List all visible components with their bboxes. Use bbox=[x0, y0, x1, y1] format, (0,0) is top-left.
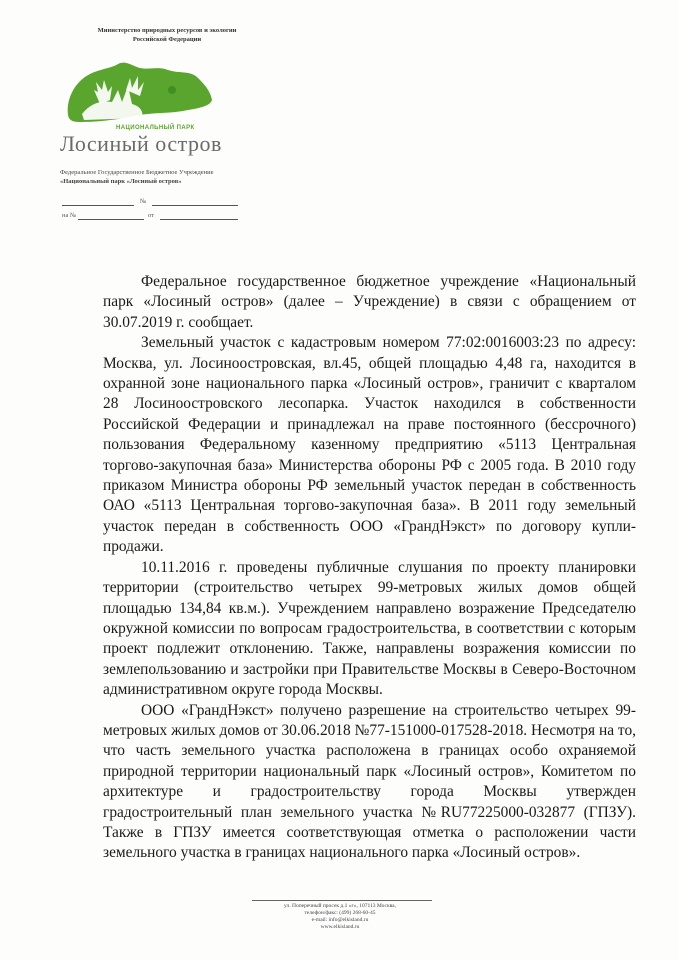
park-title: Лосиный остров bbox=[60, 131, 222, 156]
ministry-header bbox=[62, 26, 272, 44]
footer-contacts bbox=[240, 903, 440, 931]
footer-divider bbox=[252, 900, 432, 901]
footer-website: www.elkisland.ru bbox=[320, 924, 360, 930]
paragraph-2: Земельный участок с кадастровым номером 77:02:0016003:23 по адресу: Москва, ул. Лосиноостровская, вл.45, общей площадью 4,48 га, находится в охранной зоне национального парка «Лосиный остров», граничит с кварталом 28 Лосиноостровского лесопарка. Участок находился в собственности Российской Федерации и принадлежал на праве постоянного (бессрочного) пользования Федеральному казенному предприятию «5113 Центральная торгово-закупочная база» Министерства обороны РФ с 2005 года. В 2010 году приказом Министра обороны РФ земельный участок передан в собственность ОАО «5113 Центральная торгово-закупочная база». В 2011 году земельный участок передан в собственность ООО «ГрандНэкст» по договору купли-продажи. bbox=[103, 334, 636, 556]
footer-address: ул. Поперечный просек д.1 «г», 107113 Москва, bbox=[283, 903, 397, 909]
paragraph-1: Федеральное государственное бюджетное учреждение «Национальный парк «Лосиный остров» (далее – Учреждение) в связи с обращением от 30.07.2019 г. сообщает. bbox=[103, 273, 636, 331]
letter-body bbox=[103, 272, 636, 864]
institution-name bbox=[60, 168, 260, 186]
footer-phone: телефон/факс: (499) 268-60-45 bbox=[304, 910, 376, 916]
institution-line-1: Федеральное Государственное Бюджетное Учреждение bbox=[60, 169, 214, 176]
footer-email: e-mail: info@elkisland.ru bbox=[311, 917, 369, 923]
outgoing-number-row bbox=[60, 198, 240, 212]
ministry-line-1: Министерство природных ресурсов и экологии bbox=[97, 27, 237, 34]
paragraph-3: 10.11.2016 г. проведены публичные слушания по проекту планировки территории (строительство четырех 99-метровых жилых домов общей площадью 134,84 кв.м.). Учреждением направлено возражение Председателю окружной комиссии по вопросам градостроительства, в соответствии с которым проект подлежит отклонению. Также, направлены возражения комиссии по землепользованию и застройки при Правительстве Москвы в Северо-Восточном административном округе города Москвы. bbox=[103, 558, 636, 699]
institution-line-2: «Национальный парк «Лосиный остров» bbox=[60, 178, 182, 185]
paragraph-4: ООО «ГрандНэкст» получено разрешение на строительство четырех 99-метровых жилых домов от 30.06.2018 №77-151000-017528-2018. Несмотря на то, что часть земельного участка расположена в границах особо охраняемой природной территории национальный парк «Лосиный остров», Комитетом по архитектуре и градостроительству города Москвы утвержден градостроительный план земельного участка №RU77225000-032877 (ГПЗУ). Также в ГПЗУ имеется соответствующая отметка о расположении части земельного участка в границах национального парка «Лосиный остров». bbox=[103, 701, 636, 862]
registration-block bbox=[60, 198, 240, 226]
incoming-ref-row bbox=[60, 212, 240, 226]
reg-number-label: № bbox=[140, 198, 147, 205]
reg-ref-label: на № bbox=[62, 212, 77, 219]
park-subtitle: НАЦИОНАЛЬНЫЙ ПАРК bbox=[116, 125, 195, 131]
reg-from-label: от bbox=[148, 212, 155, 219]
ministry-line-2: Российской Федерации bbox=[132, 36, 202, 43]
